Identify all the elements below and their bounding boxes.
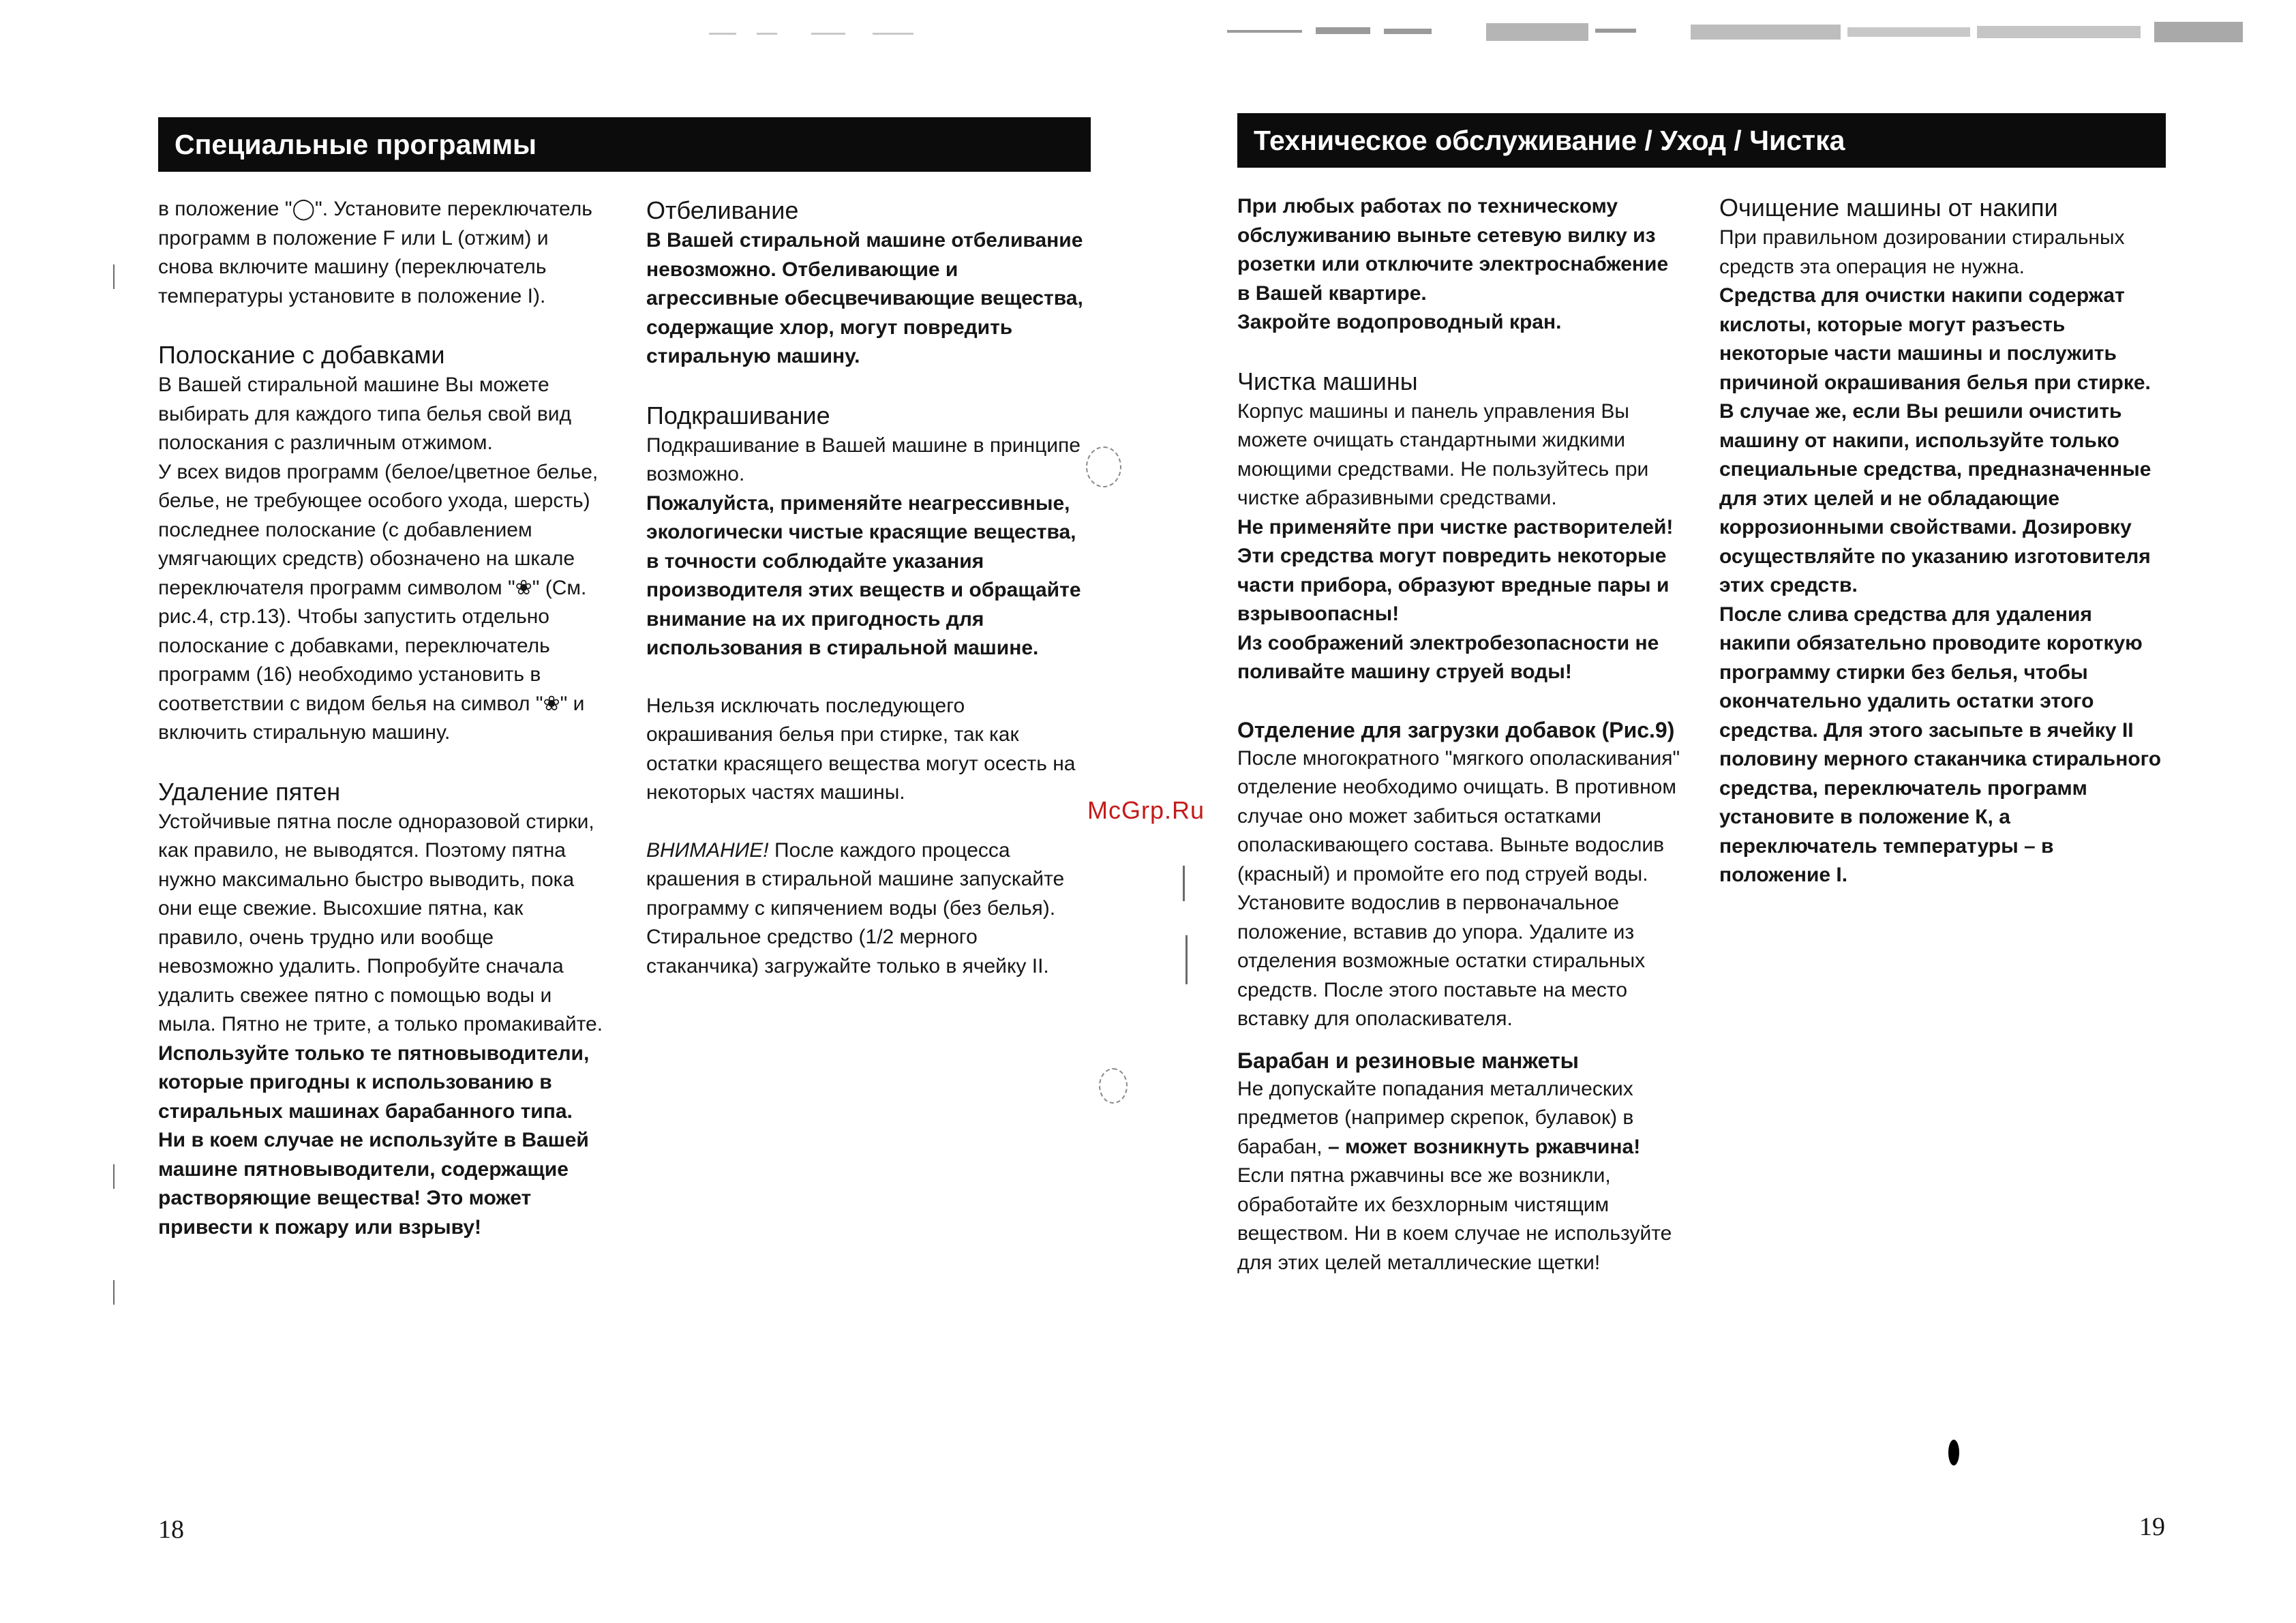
descale-title: Очищение машины от накипи [1719,194,2058,222]
rinse-paragraph-1: В Вашей стиральной машине Вы можете выбирать для каждого типа белья свой вид полоскания с различным отжимом. [158,374,572,454]
scan-artifact-ring [1086,446,1121,487]
attention-label: ВНИМАНИЕ! [646,838,769,862]
scan-noise-top [1213,15,2277,53]
left-column-2 [646,195,1093,981]
drum-text-a: Не допускайте попадания металлических предметов (например скрепок, булавок) в барабан, [1237,1077,1634,1158]
right-column-3 [1237,192,1684,1277]
maintenance-intro-2: Закройте водопроводный кран. [1237,311,1562,333]
clean-paragraph-2: Не применяйте при чистке растворителей! Эти средства могут повредить некоторые части прибора, образуют вредные пары и взрывоопасны! [1237,515,1674,625]
intro-paragraph: в положение "◯". Установите переключатель программ в положение F или L (отжим) и снова включите машину (переключатель температуры установите в положение I). [158,198,592,307]
stains-paragraph-2: Используйте только те пятновыводители, которые пригодны к использованию в стиральных машинах барабанного типа. [158,1042,590,1123]
scan-artifact-dot [1948,1440,1959,1466]
scan-artifact-mark [1185,935,1188,984]
rinse-title: Полоскание с добавками [158,341,445,369]
left-page-number: 18 [158,1515,184,1544]
left-column-1 [158,195,608,1242]
compartment-title: Отделение для загрузки добавок (Рис.9) [1237,717,1675,742]
drum-text-b: – может возникнуть ржавчина! [1327,1135,1641,1158]
scan-artifact-mark [113,1164,115,1189]
descale-paragraph-2: Средства для очистки накипи содержат кислоты, которые могут разъесть некоторые части машины и послужить причиной окрашивания белья при стирке. [1719,284,2151,394]
scan-artifact-ring [1099,1068,1128,1104]
descale-paragraph-4: После слива средства для удаления накипи обязательно проводите короткую программу стирки без белья, чтобы окончательно удалить остатки этого средства. Для этого засыпьте в ячейку II половину мерного стаканчика стирального средства, переключатель программ установите в положение К, а переключатель температуры – в положение I. [1719,603,2162,886]
bleach-paragraph: В Вашей стиральной машине отбеливание невозможно. Отбеливающие и агрессивные обесцвечивающие вещества, содержащие хлор, могут повредить стиральную машину. [646,229,1083,367]
clean-title: Чистка машины [1237,367,1418,395]
stains-paragraph-3: Ни в коем случае не используйте в Вашей машине пятновыводители, содержащие растворяющие вещества! Это может привести к пожару или взрыву! [158,1129,589,1239]
dye-paragraph-1: Подкрашивание в Вашей машине в принципе возможно. [646,434,1081,485]
drum-title: Барабан и резиновые манжеты [1237,1048,1579,1073]
right-page-header: Техническое обслуживание / Уход / Чистка [1237,113,2166,168]
right-column-4 [1719,192,2169,890]
bleach-title: Отбеливание [646,196,799,224]
stains-title: Удаление пятен [158,777,341,806]
clean-paragraph-1: Корпус машины и панель управления Вы можете очищать стандартными жидкими моющими средствами. Не пользуйтесь при чистке абразивными средствами. [1237,399,1649,509]
drum-paragraph [1237,1075,1684,1278]
scan-noise-top-left [702,15,1111,53]
scan-artifact-mark [1183,866,1185,901]
watermark: McGrp.Ru [1087,796,1205,824]
scan-artifact-mark [113,264,115,289]
dye-paragraph-3: Нельзя исключать последующего окрашивания белья при стирке, так как остатки красящего вещества могут осесть на некоторых частях машины. [646,694,1076,804]
rinse-paragraph-2: У всех видов программ (белое/цветное белье, белье, не требующее особого ухода, шерсть) последнее полоскание (с добавлением умягчающих средств) обозначено на шкале переключателя программ символом "❀" (См. рис.4, стр.13). Чтобы запустить отдельно полоскание с добавками, переключатель программ (16) необходимо установить в соответствии с видом белья на символ "❀" и включить стиральную машину. [158,460,599,744]
maintenance-intro-1: При любых работах по техническому обслуживанию выньте сетевую вилку из розетки или отключите электроснабжение в Вашей квартире. [1237,195,1669,305]
left-page-header: Специальные программы [158,117,1091,172]
attention-paragraph [646,836,1093,982]
compartment-paragraph: После многократного "мягкого ополаскивания" отделение необходимо очищать. В противном случае оно может забиться остатками ополаскивающего состава. Выньте водослив (красный) и промойте его под струей воды. Установите водослив в первоначальное положение, вставив до упора. Удалите из отделения возможные остатки стиральных средств. После этого поставьте на место вставку для ополаскивателя. [1237,746,1680,1030]
stains-paragraph-1: Устойчивые пятна после одноразовой стирки, как правило, не выводятся. Поэтому пятна нужно максимально быстро выводить, пока они еще свежие. Высохшие пятна, как правило, очень трудно или вообще невозможно удалить. Попробуйте сначала удалить свежее пятно с помощью воды и мыла. Пятно не трите, а только промакивайте. [158,810,603,1035]
attention-text: После каждого процесса крашения в стиральной машине запускайте программу с кипячением воды (без белья). Стиральное средство (1/2 мерного стаканчика) загружайте только в ячейку II. [646,838,1065,977]
dye-title: Подкрашивание [646,401,830,429]
clean-paragraph-3: Из соображений электробезопасности не поливайте машину струей воды! [1237,631,1659,683]
right-page-number: 19 [2139,1513,2165,1541]
descale-paragraph-3: В случае же, если Вы решили очистить машину от накипи, используйте только специальные средства, предназначенные для этих целей и не обладающие коррозионными свойствами. Дозировку осуществляйте по указанию изготовителя этих средств. [1719,400,2151,596]
dye-paragraph-2: Пожалуйста, применяйте неагрессивные, экологически чистые красящие вещества, в точности соблюдайте указания производителя этих веществ и обращайте внимание на их пригодность для использования в стиральной машине. [646,491,1081,659]
drum-text-c: Если пятна ржавчины все же возникли, обработайте их безхлорным чистящим веществом. Ни в коем случае не используйте для этих целей металлические щетки! [1237,1164,1672,1274]
scan-artifact-mark [113,1280,115,1305]
descale-paragraph-1: При правильном дозировании стиральных средств эта операция не нужна. [1719,226,2125,278]
